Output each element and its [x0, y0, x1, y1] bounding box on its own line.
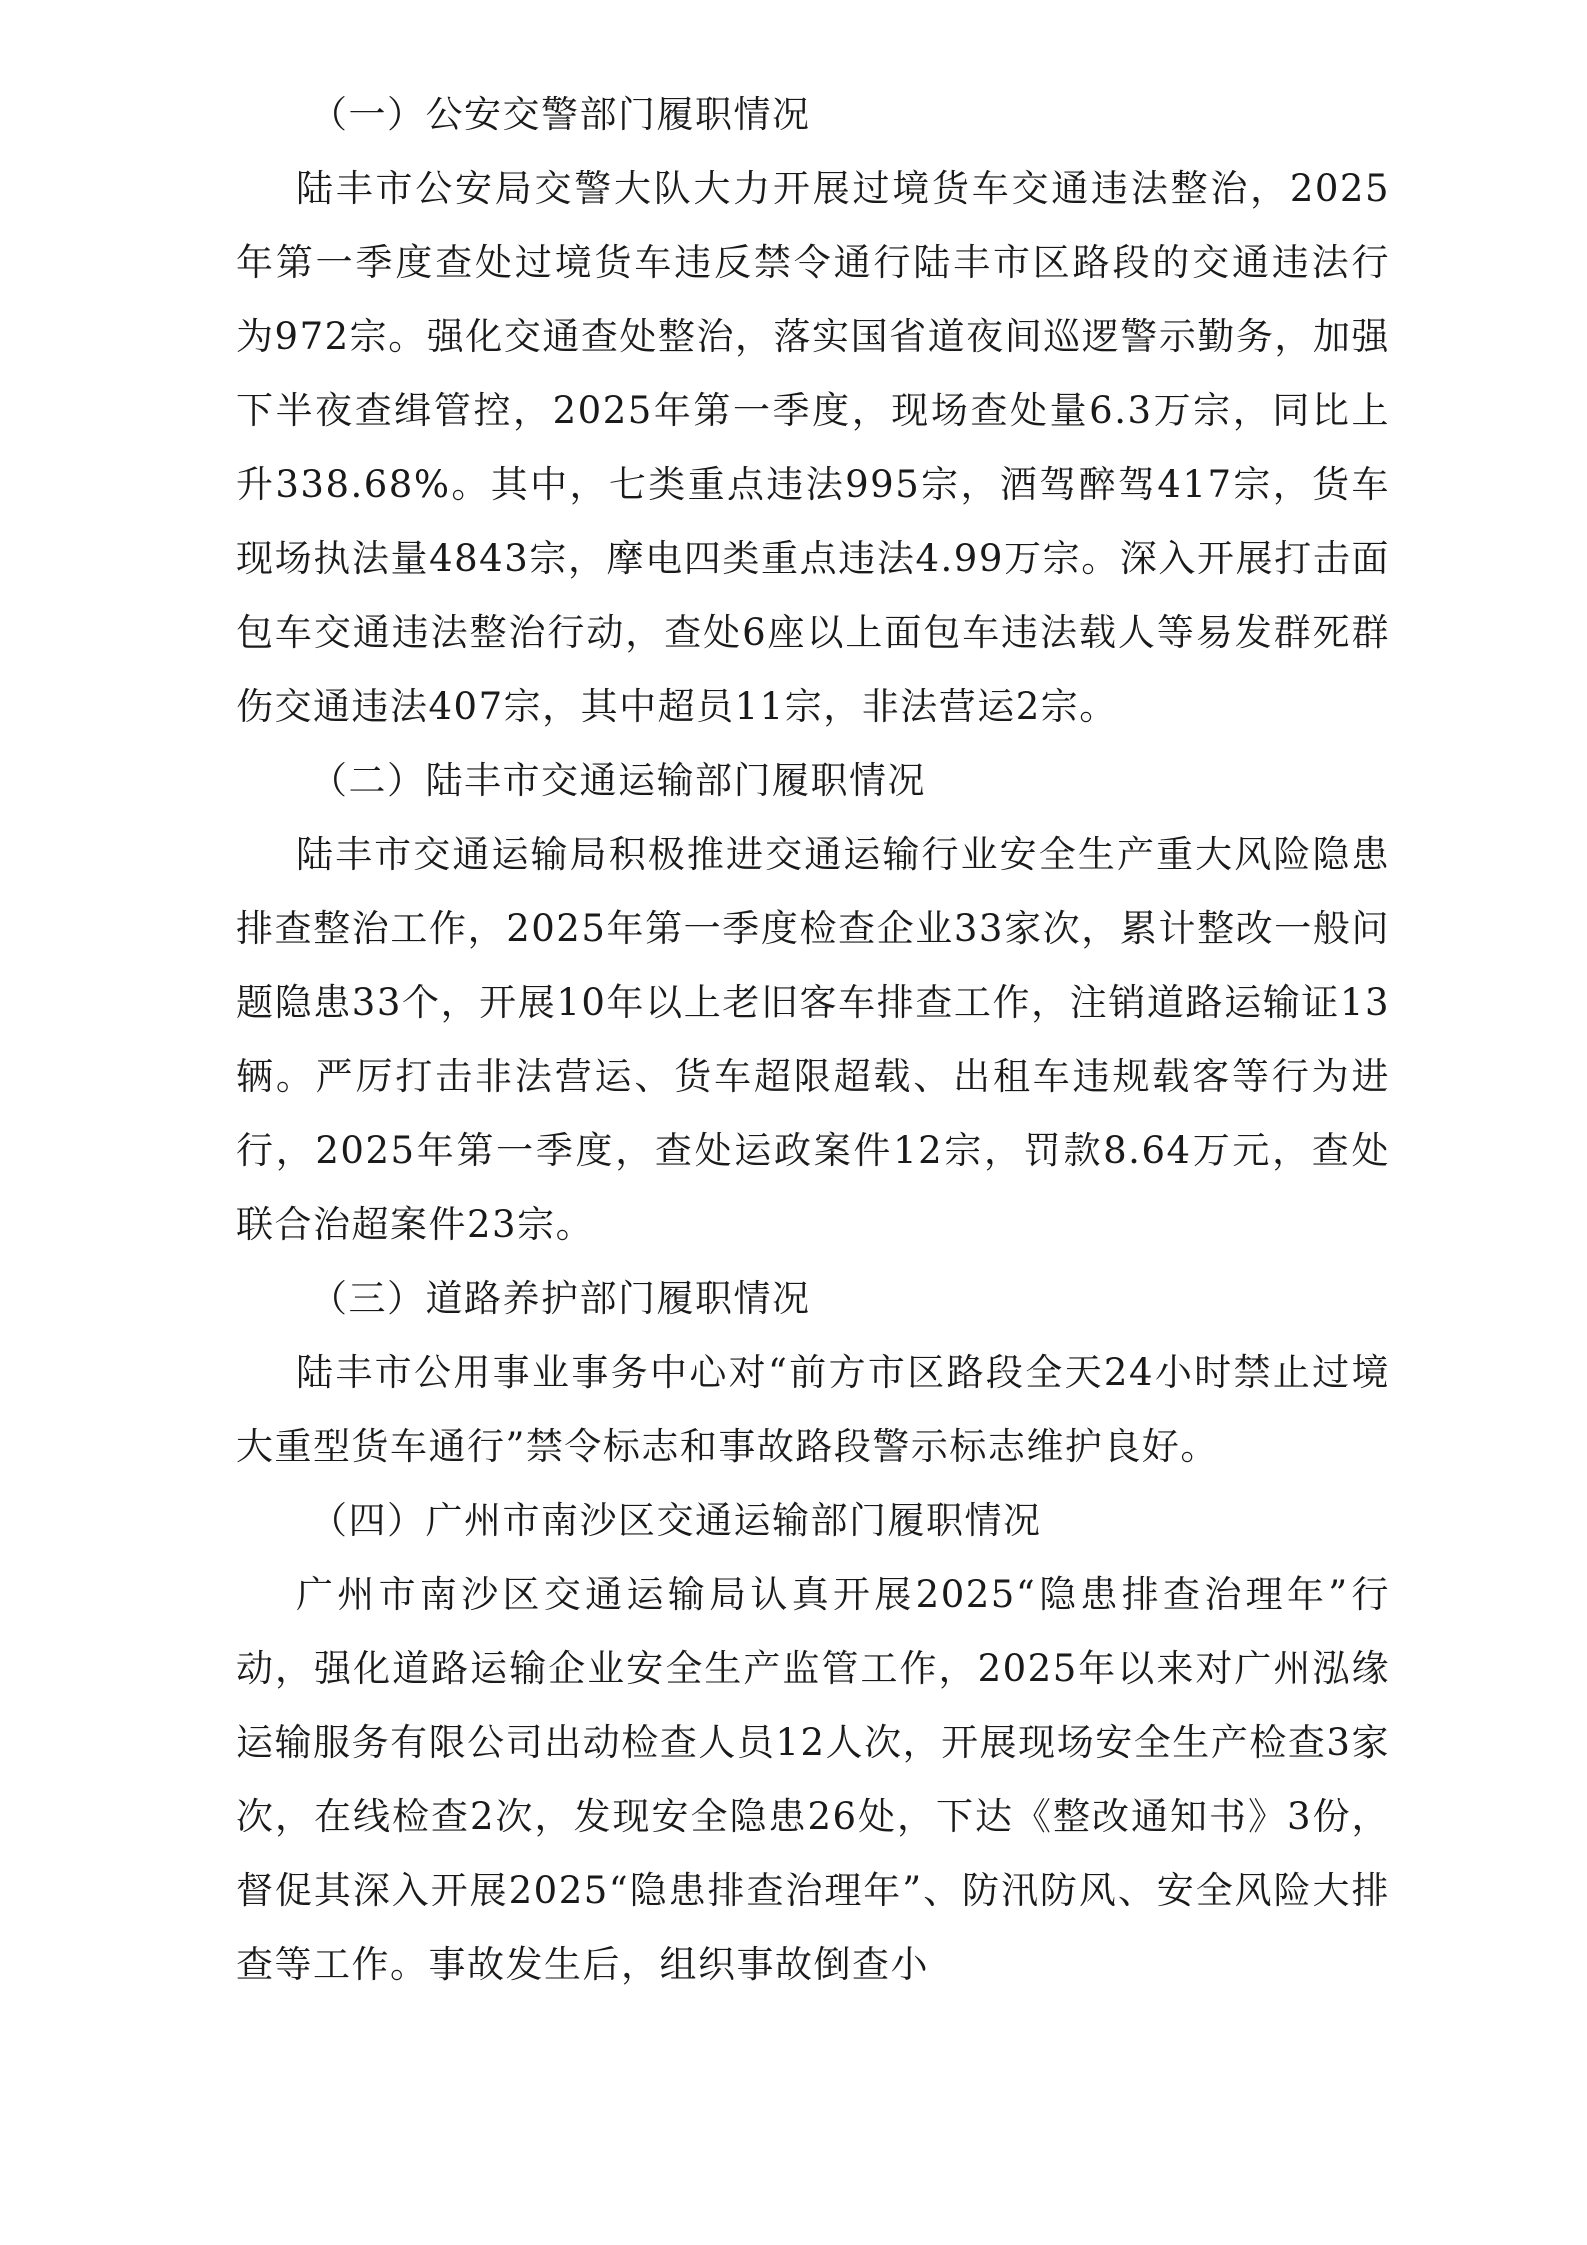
section-heading-1: （一）公安交警部门履职情况 — [310, 93, 811, 136]
section-heading-4: （四）广州市南沙区交通运输部门履职情况 — [310, 1499, 1042, 1542]
document-body — [236, 78, 1390, 2002]
section-paragraph-4: 广州市南沙区交通运输局认真开展2025“隐患排查治理年”行动，强化道路运输企业安全生产监管工作，2025年以来对广州泓缘运输服务有限公司出动检查人员12人次，开展现场安全生产检查3家次，在线检查2次，发现安全隐患26处，下达《整改通知书》3份，督促其深入开展2025“隐患排查治理年”、防汛防风、安全风险大排查等工作。事故发生后，组织事故倒查小 — [236, 1573, 1390, 1986]
section-heading-3: （三）道路养护部门履职情况 — [310, 1277, 811, 1320]
section-paragraph-3: 陆丰市公用事业事务中心对“前方市区路段全天24小时禁止过境大重型货车通行”禁令标志和事故路段警示标志维护良好。 — [236, 1351, 1390, 1468]
section-paragraph-1: 陆丰市公安局交警大队大力开展过境货车交通违法整治，2025年第一季度查处过境货车违反禁令通行陆丰市区路段的交通违法行为972宗。强化交通查处整治，落实国省道夜间巡逻警示勤务，加强下半夜查缉管控，2025年第一季度，现场查处量6.3万宗，同比上升338.68%。其中，七类重点违法995宗，酒驾醉驾417宗，货车现场执法量4843宗，摩电四类重点违法4.99万宗。深入开展打击面包车交通违法整治行动，查处6座以上面包车违法载人等易发群死群伤交通违法407宗，其中超员11宗，非法营运2宗。 — [236, 167, 1390, 728]
section-heading-2: （二）陆丰市交通运输部门履职情况 — [310, 759, 926, 802]
section-paragraph-2: 陆丰市交通运输局积极推进交通运输行业安全生产重大风险隐患排查整治工作，2025年第一季度检查企业33家次，累计整改一般问题隐患33个，开展10年以上老旧客车排查工作，注销道路运输证13辆。严厉打击非法营运、货车超限超载、出租车违规载客等行为进行，2025年第一季度，查处运政案件12宗，罚款8.64万元，查处联合治超案件23宗。 — [236, 833, 1390, 1246]
